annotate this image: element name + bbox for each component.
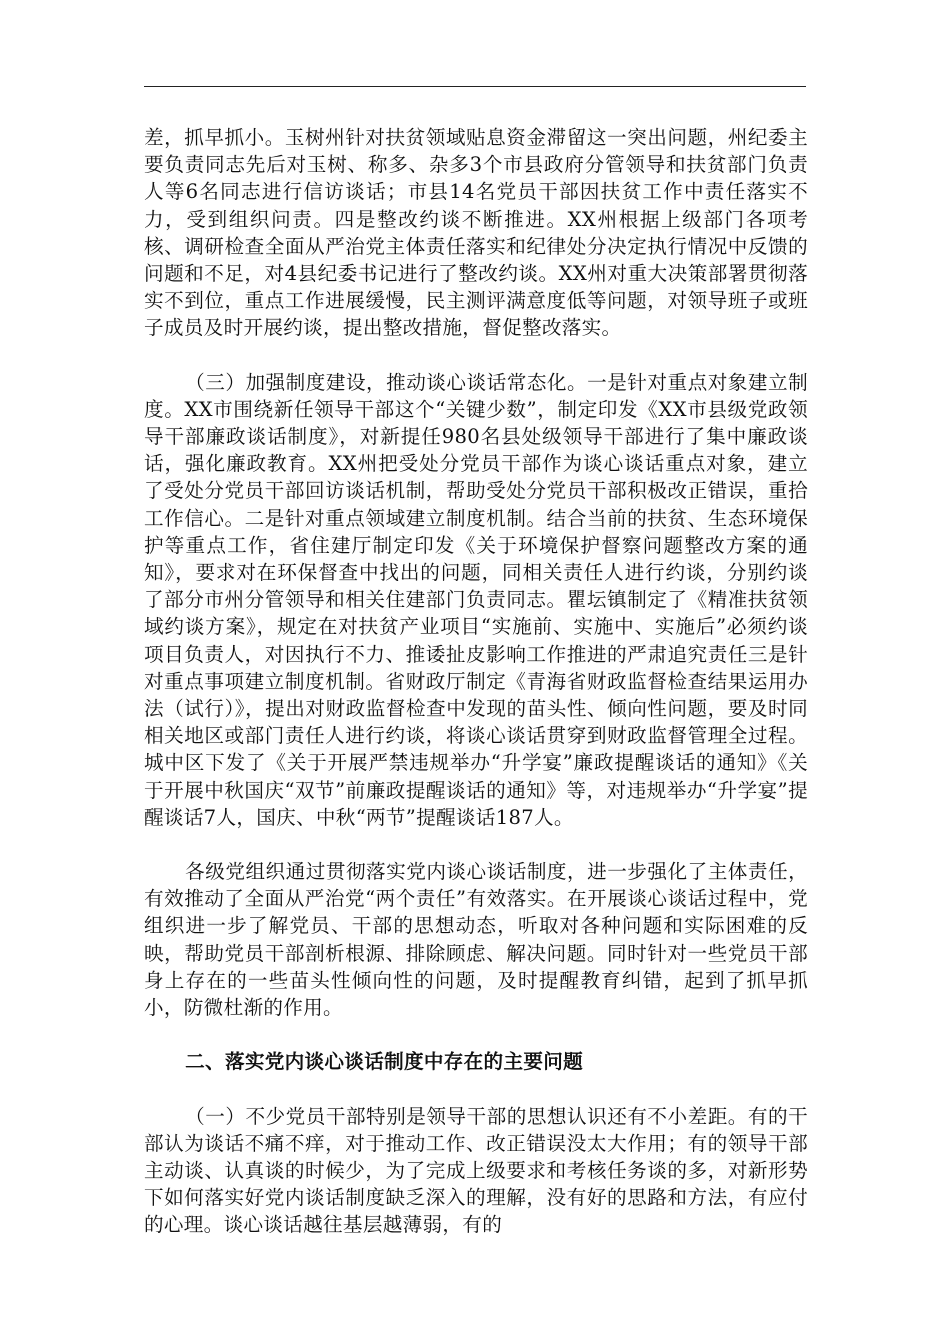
paragraph-problem-one: （一）不少党员干部特别是领导干部的思想认识还有不小差距。有的干部认为谈话不痛不痒，对于推动工作、改正错误没太大作用；有的领导干部主动谈、认真谈的时候少，为了完成上级要求和考核任务谈的多，对新形势下如何落实好党内谈话制度缺乏深入的理解，没有好的思路和方法，有应付的心理。谈心谈话越往基层越薄弱，有的	[144, 1104, 808, 1237]
paragraph-section-three: （三）加强制度建设，推动谈心谈话常态化。一是针对重点对象建立制度。XX市围绕新任领导干部这个“关键少数”，制定印发《XX市县级党政领导干部廉政谈话制度》，对新提任980名县处级领导干部进行了集中廉政谈话，强化廉政教育。XX州把受处分党员干部作为谈心谈话重点对象，建立了受处分党员干部回访谈话机制，帮助受处分党员干部积极改正错误，重拾工作信心。二是针对重点领域建立制度机制。结合当前的扶贫、生态环境保护等重点工作，省住建厅制定印发《关于环境保护督察问题整改方案的通知》，要求对在环保督查中找出的问题，同相关责任人进行约谈，分别约谈了部分市州分管领导和相关住建部门负责同志。瞿坛镇制定了《精准扶贫领域约谈方案》，规定在对扶贫产业项目“实施前、实施中、实施后”必须约谈项目负责人，对因执行不力、推诿扯皮影响工作推进的严肃追究责任三是针对重点事项建立制度机制。省财政厅制定《青海省财政监督检查结果运用办法（试行）》，提出对财政监督检查中发现的苗头性、倾向性问题，要及时同相关地区或部门责任人进行约谈，将谈心谈话贯穿到财政监督管理全过程。城中区下发了《关于开展严禁违规举办“升学宴”廉政提醒谈话的通知》《关于开展中秋国庆“双节”前廉政提醒谈话的通知》等，对违规举办“升学宴”提醒谈话7人，国庆、中秋“两节”提醒谈话187人。	[144, 370, 808, 829]
paragraph-continuation: 差，抓早抓小。玉树州针对扶贫领域贴息资金滞留这一突出问题，州纪委主要负责同志先后对玉树、称多、杂多3个市县政府分管领导和扶贫部门负责人等6名同志进行信访谈话；市县14名党员干部因扶贫工作中责任落实不力，受到组织问责。四是整改约谈不断推进。XX州根据上级部门各项考核、调研检查全面从严治党主体责任落实和纪律处分决定执行情况中反馈的问题和不足，对4县纪委书记进行了整改约谈。XX州对重大决策部署贯彻落实不到位，重点工作进展缓慢，民主测评满意度低等问题，对领导班子或班子成员及时开展约谈，提出整改措施，督促整改落实。	[144, 126, 808, 340]
section-heading: 二、落实党内谈心谈话制度中存在的主要问题	[185, 1050, 584, 1074]
header-rule	[144, 86, 806, 87]
document-body	[144, 124, 808, 1239]
paragraph-summary: 各级党组织通过贯彻落实党内谈心谈话制度，进一步强化了主体责任，有效推动了全面从严治党“两个责任”有效落实。在开展谈心谈话过程中，党组织进一步了解党员、干部的思想动态，听取对各种问题和实际困难的反映，帮助党员干部剖析根源、排除顾虑、解决问题。同时针对一些党员干部身上存在的一些苗头性倾向性的问题，及时提醒教育纠错，起到了抓早抓小，防微杜渐的作用。	[144, 860, 808, 1020]
